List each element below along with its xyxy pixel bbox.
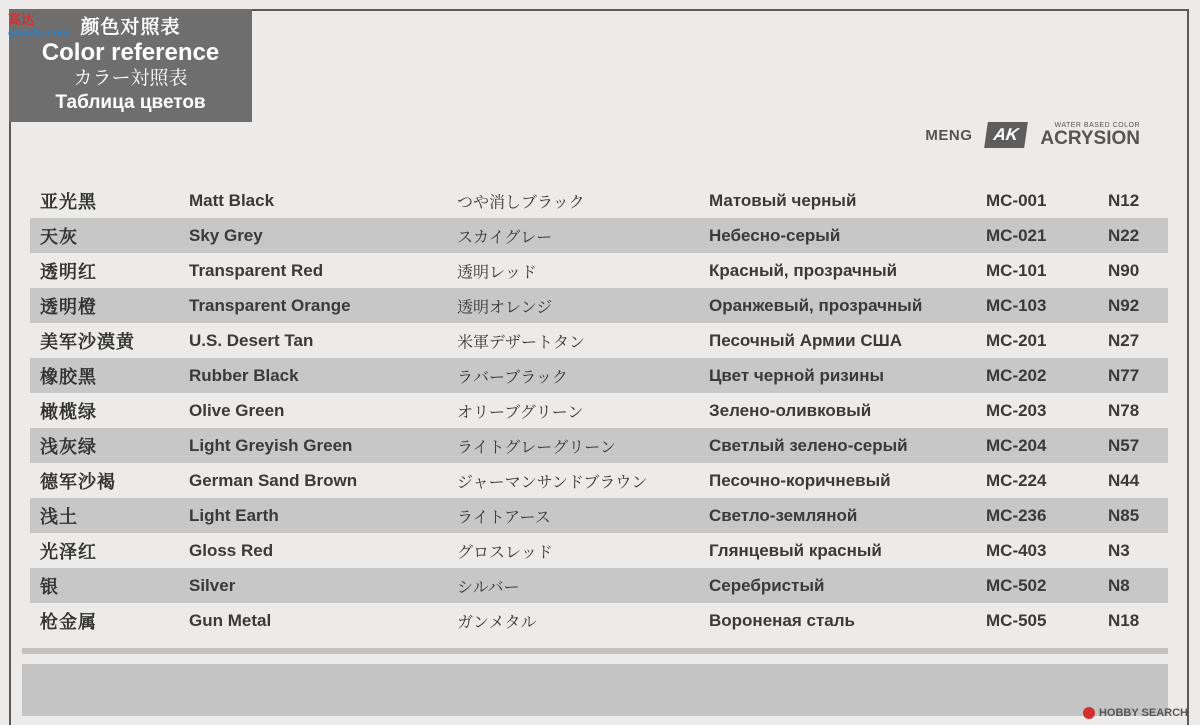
acrysion-logo (1040, 122, 1140, 148)
cell-russian: Небесно-серый (709, 225, 841, 245)
cell-mc-code: MC-202 (986, 365, 1047, 385)
table-row (30, 568, 1168, 603)
divider-band (22, 648, 1168, 654)
cell-japanese: オリーブグリーン (457, 402, 584, 421)
cell-n-code: N8 (1108, 575, 1130, 595)
cell-chinese: 亚光黑 (40, 191, 97, 213)
cell-n-code: N85 (1108, 505, 1140, 525)
cell-n-code: N44 (1108, 470, 1140, 490)
cell-english: Transparent Red (189, 260, 324, 280)
cell-chinese: 浅土 (40, 506, 78, 528)
table-row (30, 358, 1168, 393)
cell-chinese: 浅灰绿 (40, 436, 97, 458)
cell-n-code: N57 (1108, 435, 1140, 455)
table-row (30, 498, 1168, 533)
cell-english: Light Greyish Green (189, 435, 353, 455)
cell-chinese: 橡胶黑 (40, 366, 97, 388)
cell-mc-code: MC-101 (986, 260, 1047, 280)
cell-russian: Вороненая сталь (709, 610, 856, 630)
cell-english: U.S. Desert Tan (189, 330, 314, 350)
cell-japanese: ジャーマンサンドブラウン (457, 472, 648, 491)
cell-russian: Светло-земляной (709, 505, 858, 525)
cell-russian: Оранжевый, прозрачный (709, 295, 923, 315)
cell-n-code: N12 (1108, 190, 1140, 210)
cell-japanese: ライトアース (457, 507, 551, 526)
cell-japanese: つや消しブラック (457, 192, 585, 211)
cell-russian: Матовый черный (709, 190, 857, 210)
cell-n-code: N78 (1108, 400, 1140, 420)
title-japanese: カラー対照表 (73, 67, 188, 89)
cell-chinese: 天灰 (40, 226, 78, 248)
cell-russian: Песочный Армии США (709, 330, 902, 350)
cell-n-code: N3 (1108, 540, 1130, 560)
title-english: Color reference (41, 39, 220, 66)
cell-japanese: ラバーブラック (457, 367, 568, 386)
cell-mc-code: MC-403 (986, 540, 1047, 560)
table-row (30, 218, 1168, 253)
table-row (30, 393, 1168, 428)
cell-russian: Красный, прозрачный (709, 260, 898, 280)
cell-chinese: 橄榄绿 (40, 401, 97, 423)
cell-chinese: 银 (40, 576, 59, 598)
cell-japanese: シルバー (457, 577, 520, 596)
table-row (30, 253, 1168, 288)
watermark-top-label: 高达 (8, 13, 35, 28)
cell-chinese: 枪金属 (40, 611, 97, 633)
cell-japanese: 透明レッド (457, 262, 537, 281)
cell-n-code: N27 (1108, 330, 1140, 350)
title-russian: Таблица цветов (55, 92, 206, 113)
cell-english: Olive Green (189, 400, 285, 420)
table-row (30, 323, 1168, 358)
ak-logo: AK (985, 122, 1029, 148)
cell-english: Gun Metal (189, 610, 272, 630)
meng-logo: MENG (925, 126, 973, 144)
table-row (30, 183, 1168, 218)
cell-mc-code: MC-001 (986, 190, 1047, 210)
cell-n-code: N77 (1108, 365, 1140, 385)
cell-russian: Цвет черной ризины (709, 365, 884, 385)
cell-english: Silver (189, 575, 236, 595)
cell-chinese: 德军沙褐 (40, 471, 116, 493)
cell-english: Transparent Orange (189, 295, 351, 315)
cell-n-code: N90 (1108, 260, 1140, 280)
cell-mc-code: MC-203 (986, 400, 1047, 420)
cell-english: Light Earth (189, 505, 279, 525)
cell-japanese: 米軍デザートタン (457, 332, 586, 351)
watermark-bottom-text: HOBBY SEARCH (1098, 707, 1188, 719)
cell-japanese: ガンメタル (457, 612, 537, 631)
hobbysearch-icon (1083, 707, 1095, 719)
cell-japanese: 透明オレンジ (457, 297, 553, 316)
cell-mc-code: MC-505 (986, 610, 1047, 630)
cell-japanese: ライトグレーグリーン (457, 437, 616, 456)
acrysion-subtitle: WATER BASED COLOR (1054, 122, 1140, 129)
table-row (30, 288, 1168, 323)
cell-mc-code: MC-502 (986, 575, 1047, 595)
cell-english: German Sand Brown (189, 470, 358, 490)
cell-russian: Глянцевый красный (709, 540, 882, 560)
cell-mc-code: MC-201 (986, 330, 1047, 350)
cell-russian: Светлый зелено-серый (709, 435, 908, 455)
cell-english: Rubber Black (189, 365, 299, 385)
cell-chinese: 光泽红 (40, 541, 97, 563)
acrysion-name: ACRYSION (1040, 128, 1140, 149)
watermark-bottom (1083, 707, 1188, 719)
footer-band (22, 664, 1168, 716)
cell-english: Gloss Red (189, 540, 274, 560)
cell-english: Matt Black (189, 190, 275, 210)
cell-mc-code: MC-021 (986, 225, 1047, 245)
cell-english: Sky Grey (189, 225, 263, 245)
cell-chinese: 透明橙 (40, 296, 97, 318)
cell-japanese: グロスレッド (457, 542, 553, 561)
cell-mc-code: MC-103 (986, 295, 1047, 315)
cell-n-code: N22 (1108, 225, 1140, 245)
brand-logos (925, 122, 1140, 148)
watermark-top (8, 9, 70, 39)
title-chinese: 颜色对照表 (80, 16, 181, 38)
color-table (30, 183, 1168, 638)
watermark-top-site: gaoda.com (8, 28, 70, 39)
cell-mc-code: MC-224 (986, 470, 1047, 490)
cell-chinese: 美军沙漠黄 (40, 331, 135, 353)
cell-japanese: スカイグレー (457, 227, 553, 246)
cell-mc-code: MC-236 (986, 505, 1047, 525)
table-row (30, 603, 1168, 638)
cell-russian: Песочно-коричневый (709, 470, 891, 490)
table-row (30, 428, 1168, 463)
cell-russian: Зелено-оливковый (709, 400, 872, 420)
cell-n-code: N18 (1108, 610, 1140, 630)
cell-n-code: N92 (1108, 295, 1140, 315)
table-row (30, 533, 1168, 568)
cell-russian: Серебристый (709, 575, 825, 595)
cell-chinese: 透明红 (40, 261, 97, 283)
cell-mc-code: MC-204 (986, 435, 1047, 455)
table-row (30, 463, 1168, 498)
